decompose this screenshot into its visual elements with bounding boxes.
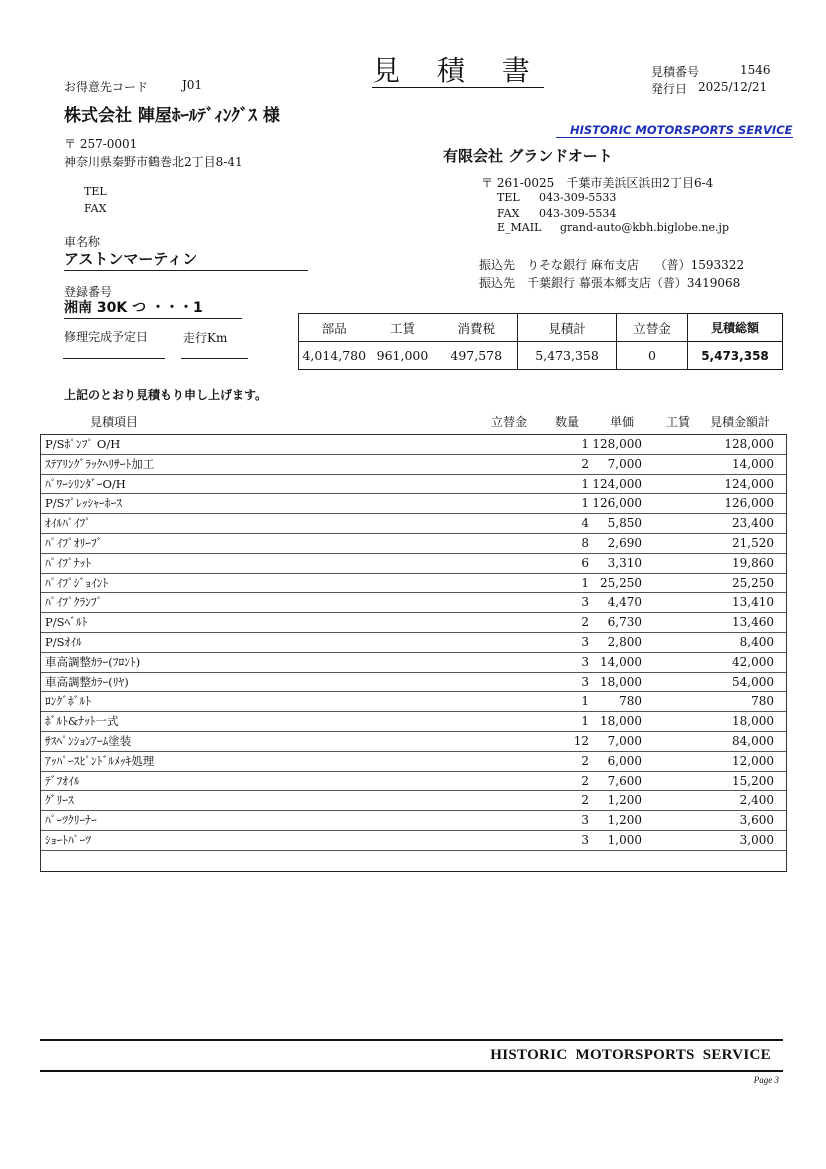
item-name: ｸﾞﾘｰｽ — [45, 793, 74, 808]
table-row — [41, 455, 786, 475]
table-row — [41, 712, 786, 732]
summary-parts: 4,014,780 — [299, 342, 370, 370]
item-total: 15,200 — [732, 773, 774, 788]
item-qty: 3 — [581, 595, 589, 610]
table-row — [41, 772, 786, 792]
table-row — [41, 534, 786, 554]
summary-header-grand-total: 見積総額 — [688, 314, 783, 342]
completion-date-line — [63, 358, 165, 359]
summary-header-tax: 消費税 — [436, 314, 518, 342]
table-row — [41, 791, 786, 811]
footer-divider-top — [40, 1039, 783, 1041]
table-row — [41, 593, 786, 613]
company-fax: 043-309-5534 — [539, 207, 617, 220]
header-advance: 立替金 — [491, 415, 528, 429]
item-total: 126,000 — [724, 496, 774, 511]
item-unit-price: 6,000 — [607, 753, 642, 768]
header-qty: 数量 — [555, 415, 580, 429]
company-tel: 043-309-5533 — [539, 191, 617, 204]
table-row — [41, 494, 786, 514]
item-total: 13,460 — [732, 615, 774, 630]
item-unit-price: 7,600 — [607, 773, 642, 788]
item-total: 54,000 — [732, 674, 774, 689]
item-total: 128,000 — [724, 437, 774, 451]
customer-name: 株式会社 陣屋ﾎｰﾙﾃﾞｨﾝｸﾞｽ 様 — [64, 106, 280, 126]
item-qty: 2 — [581, 456, 589, 471]
summary-table — [298, 313, 783, 370]
item-qty: 2 — [581, 773, 589, 788]
company-address: 〒 261-0025 千葉市美浜区浜田2丁目6-4 — [481, 176, 714, 190]
table-row — [41, 574, 786, 594]
item-total: 19,860 — [732, 555, 774, 570]
table-row — [41, 633, 786, 653]
item-name: ﾊﾟｲﾌﾟｼﾞｮｲﾝﾄ — [45, 575, 109, 590]
item-name: ﾊﾟｲﾌﾟﾅｯﾄ — [45, 555, 91, 570]
table-row-empty — [41, 851, 786, 871]
item-qty: 2 — [581, 615, 589, 630]
bank-account-2: 振込先 千葉銀行 幕張本郷支店（普）3419068 — [479, 276, 741, 290]
item-name: ﾊﾟｲﾌﾟｵﾘｰﾌﾞ — [45, 535, 103, 550]
item-qty: 3 — [581, 654, 589, 669]
item-qty: 3 — [581, 813, 589, 828]
summary-labor: 961,000 — [370, 342, 436, 370]
summary-header-row — [299, 314, 783, 342]
brand-link[interactable]: HISTORIC MOTORSPORTS SERVICE — [556, 124, 793, 138]
item-total: 21,520 — [732, 535, 774, 550]
table-row — [41, 752, 786, 772]
document-title: 見 積 書 — [372, 54, 544, 87]
summary-header-subtotal: 見積計 — [518, 314, 617, 342]
item-total: 18,000 — [732, 714, 774, 729]
item-name: P/Sﾎﾟﾝﾌﾟ O/H — [45, 437, 121, 451]
item-name: ﾊﾟｰﾂｸﾘｰﾅｰ — [45, 813, 97, 828]
item-unit-price: 6,730 — [607, 615, 642, 630]
items-table-header — [40, 413, 787, 433]
item-unit-price: 2,800 — [607, 634, 642, 649]
item-unit-price: 5,850 — [607, 516, 642, 531]
item-total: 13,410 — [732, 595, 774, 610]
item-unit-price: 7,000 — [607, 456, 642, 471]
item-total: 124,000 — [724, 476, 774, 491]
item-qty: 1 — [581, 476, 589, 491]
car-name-label: 車名称 — [64, 235, 101, 249]
car-name: アストンマーティン — [64, 248, 308, 271]
table-row — [41, 831, 786, 851]
customer-code-label: お得意先コード — [64, 80, 149, 94]
item-name: P/Sﾌﾟﾚｯｼｬｰﾎｰｽ — [45, 496, 122, 511]
company-email[interactable]: grand-auto@kbh.biglobe.ne.jp — [560, 221, 730, 234]
item-total: 780 — [751, 694, 774, 709]
customer-zip: 〒 257-0001 — [64, 137, 138, 151]
item-name: 車高調整ｶﾗｰ(ﾌﾛﾝﾄ) — [45, 654, 141, 669]
summary-value-row — [299, 342, 783, 370]
items-table — [40, 434, 787, 872]
summary-grand-total: 5,473,358 — [688, 342, 783, 370]
customer-address: 神奈川県秦野市鶴巻北2丁目8-41 — [64, 155, 243, 169]
item-qty: 2 — [581, 793, 589, 808]
bank-account-1: 振込先 りそな銀行 麻布支店 （普）1593322 — [479, 258, 745, 272]
item-name: P/Sﾍﾞﾙﾄ — [45, 615, 88, 630]
item-total: 42,000 — [732, 654, 774, 669]
item-qty: 12 — [573, 733, 589, 748]
item-unit-price: 780 — [619, 694, 642, 709]
item-name: P/Sｵｲﾙ — [45, 634, 82, 649]
item-total: 84,000 — [732, 733, 774, 748]
item-name: ﾎﾞﾙﾄ&ﾅｯﾄ一式 — [45, 714, 119, 729]
table-row — [41, 692, 786, 712]
table-row — [41, 554, 786, 574]
table-row — [41, 732, 786, 752]
issue-date: 2025/12/21 — [698, 80, 768, 94]
footer-brand: HISTORIC MOTORSPORTS SERVICE — [490, 1047, 771, 1063]
table-row — [41, 811, 786, 831]
item-unit-price: 14,000 — [600, 654, 642, 669]
registration-label: 登録番号 — [64, 285, 113, 299]
page-number: Page 3 — [753, 1075, 779, 1085]
table-row — [41, 435, 786, 455]
item-unit-price: 18,000 — [600, 674, 642, 689]
item-unit-price: 128,000 — [592, 437, 642, 451]
footer-divider-bottom — [40, 1070, 783, 1072]
customer-tel-label: TEL — [84, 185, 107, 198]
item-total: 3,600 — [739, 813, 774, 828]
summary-advance: 0 — [617, 342, 688, 370]
item-name: ｻｽﾍﾟﾝｼｮﾝｱｰﾑ塗装 — [45, 733, 132, 748]
estimate-number: 1546 — [740, 63, 771, 77]
item-qty: 6 — [581, 555, 589, 570]
issue-date-label: 発行日 — [651, 82, 688, 96]
table-row — [41, 673, 786, 693]
item-qty: 1 — [581, 575, 589, 590]
item-qty: 1 — [581, 496, 589, 511]
header-unit-price: 単価 — [610, 415, 635, 429]
mileage-label: 走行Km — [183, 331, 228, 345]
item-total: 3,000 — [739, 832, 774, 847]
registration-number: 湘南 30K つ ・・・1 — [64, 297, 242, 319]
item-name: ｵｲﾙﾊﾟｲﾌﾟ — [45, 516, 91, 531]
item-qty: 3 — [581, 634, 589, 649]
table-row — [41, 613, 786, 633]
item-qty: 1 — [581, 694, 589, 709]
item-name: ﾃﾞﾌｵｲﾙ — [45, 773, 80, 788]
header-labor: 工賃 — [666, 415, 691, 429]
item-unit-price: 3,310 — [607, 555, 642, 570]
item-qty: 1 — [581, 714, 589, 729]
item-unit-price: 1,200 — [607, 813, 642, 828]
header-item: 見積項目 — [90, 415, 139, 429]
item-name: ｼｮｰﾄﾊﾟｰﾂ — [45, 832, 91, 847]
summary-subtotal: 5,473,358 — [518, 342, 617, 370]
table-row — [41, 514, 786, 534]
company-fax-label: FAX — [497, 207, 520, 220]
summary-header-labor: 工賃 — [370, 314, 436, 342]
summary-tax: 497,578 — [436, 342, 518, 370]
company-name: 有限会社 グランドオート — [443, 147, 613, 165]
item-unit-price: 18,000 — [600, 714, 642, 729]
customer-fax-label: FAX — [84, 202, 107, 215]
item-total: 23,400 — [732, 516, 774, 531]
header-total: 見積金額計 — [710, 415, 771, 429]
item-total: 2,400 — [739, 793, 774, 808]
item-unit-price: 1,000 — [607, 832, 642, 847]
estimate-number-label: 見積番号 — [651, 65, 700, 79]
item-unit-price: 7,000 — [607, 733, 642, 748]
item-name: ﾛﾝｸﾞﾎﾞﾙﾄ — [45, 694, 91, 709]
item-qty: 8 — [581, 535, 589, 550]
item-name: ﾊﾟｲﾌﾟｸﾗﾝﾌﾟ — [45, 595, 103, 610]
item-unit-price: 2,690 — [607, 535, 642, 550]
item-name: ｱｯﾊﾟｰｽﾋﾟﾝﾄﾞﾙﾒｯｷ処理 — [45, 753, 155, 768]
item-unit-price: 124,000 — [592, 476, 642, 491]
item-qty: 4 — [581, 516, 589, 531]
item-name: ﾊﾟﾜｰｼﾘﾝﾀﾞｰO/H — [45, 476, 126, 491]
item-unit-price: 25,250 — [600, 575, 642, 590]
item-total: 8,400 — [739, 634, 774, 649]
table-row — [41, 475, 786, 495]
item-total: 25,250 — [732, 575, 774, 590]
item-total: 14,000 — [732, 456, 774, 471]
item-qty: 2 — [581, 753, 589, 768]
item-unit-price: 1,200 — [607, 793, 642, 808]
notice-text: 上記のとおり見積もり申し上げます。 — [64, 388, 268, 402]
company-tel-label: TEL — [497, 191, 520, 204]
item-total: 12,000 — [732, 753, 774, 768]
item-unit-price: 4,470 — [607, 595, 642, 610]
item-qty: 3 — [581, 832, 589, 847]
customer-code: J01 — [182, 78, 203, 92]
item-name: ｽﾃｱﾘﾝｸﾞﾗｯｸﾍﾘｻｰﾄ加工 — [45, 456, 155, 471]
table-row — [41, 653, 786, 673]
item-qty: 3 — [581, 674, 589, 689]
mileage-line — [181, 358, 248, 359]
completion-date-label: 修理完成予定日 — [64, 330, 149, 344]
item-qty: 1 — [581, 437, 589, 451]
item-unit-price: 126,000 — [592, 496, 642, 511]
company-email-label: E_MAIL — [497, 221, 542, 234]
summary-header-advance: 立替金 — [617, 314, 688, 342]
summary-header-parts: 部品 — [299, 314, 370, 342]
item-name: 車高調整ｶﾗｰ(ﾘﾔ) — [45, 674, 129, 689]
